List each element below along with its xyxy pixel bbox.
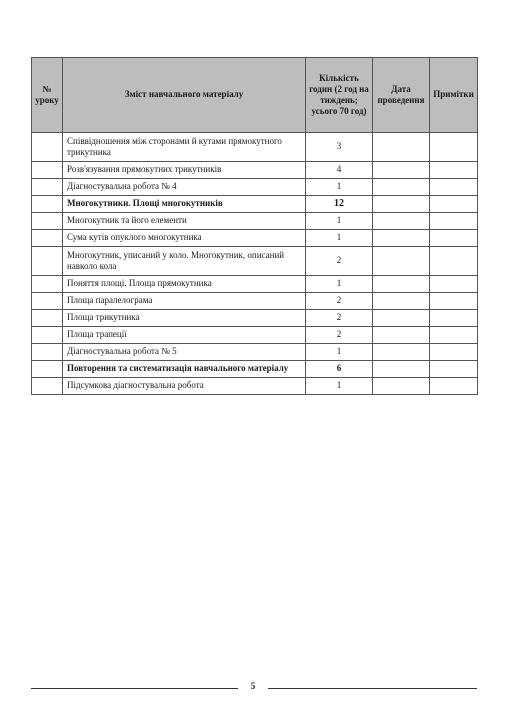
lesson-number-cell (32, 247, 63, 276)
lesson-number-cell (32, 213, 63, 230)
notes-cell (430, 247, 478, 276)
topic-cell: Поняття площі. Площа прямокутника (63, 276, 306, 293)
lesson-number-cell (32, 162, 63, 179)
table-row (32, 247, 478, 276)
lesson-number-cell (32, 327, 63, 344)
table-row-section (32, 196, 478, 213)
header-row (32, 58, 478, 133)
lesson-number-cell (32, 293, 63, 310)
hours-cell: 2 (306, 310, 373, 327)
notes-cell (430, 378, 478, 395)
hours-cell: 4 (306, 162, 373, 179)
header-lesson-number: № уроку (32, 58, 63, 133)
date-cell (373, 378, 430, 395)
table-row (32, 327, 478, 344)
lesson-number-cell (32, 179, 63, 196)
date-cell (373, 293, 430, 310)
hours-cell: 12 (306, 196, 373, 213)
hours-cell: 3 (306, 133, 373, 162)
date-cell (373, 327, 430, 344)
hours-cell: 1 (306, 213, 373, 230)
header-notes: Примітки (430, 58, 478, 133)
date-cell (373, 247, 430, 276)
topic-cell: Площа трапеції (63, 327, 306, 344)
notes-cell (430, 344, 478, 361)
hours-cell: 1 (306, 378, 373, 395)
table-row (32, 230, 478, 247)
table-row (32, 344, 478, 361)
lesson-number-cell (32, 230, 63, 247)
notes-cell (430, 327, 478, 344)
section-title-cell: Многокутники. Площі многокутників (63, 196, 306, 213)
table-row (32, 276, 478, 293)
notes-cell (430, 293, 478, 310)
table-row (32, 213, 478, 230)
date-cell (373, 179, 430, 196)
page-number: 5 (250, 681, 256, 691)
table-row (32, 133, 478, 162)
footer-divider-right (268, 688, 477, 689)
table-body (32, 133, 478, 395)
table-row (32, 310, 478, 327)
topic-cell: Площа паралелограма (63, 293, 306, 310)
table-row (32, 378, 478, 395)
table-row (32, 162, 478, 179)
date-cell (373, 361, 430, 378)
date-cell (373, 276, 430, 293)
hours-cell: 1 (306, 276, 373, 293)
lesson-number-cell (32, 276, 63, 293)
notes-cell (430, 133, 478, 162)
topic-cell: Площа трикутника (63, 310, 306, 327)
notes-cell (430, 361, 478, 378)
hours-cell: 1 (306, 230, 373, 247)
notes-cell (430, 310, 478, 327)
table-header (32, 58, 478, 133)
topic-cell: Підсумкова діагностувальна робота (63, 378, 306, 395)
topic-cell: Сума кутів опуклого многокутника (63, 230, 306, 247)
hours-cell: 1 (306, 179, 373, 196)
hours-cell: 1 (306, 344, 373, 361)
section-title-cell: Повторення та систематизація навчального матеріалу (63, 361, 306, 378)
date-cell (373, 196, 430, 213)
notes-cell (430, 276, 478, 293)
date-cell (373, 310, 430, 327)
lesson-number-cell (32, 378, 63, 395)
lesson-plan-table (31, 57, 478, 395)
lesson-number-cell (32, 310, 63, 327)
topic-cell: Многокутник та його елементи (63, 213, 306, 230)
table-row (32, 293, 478, 310)
notes-cell (430, 230, 478, 247)
hours-cell: 2 (306, 293, 373, 310)
table-row-section (32, 361, 478, 378)
notes-cell (430, 213, 478, 230)
topic-cell: Многокутник, уписаний у коло. Многокутник, описаний навколо кола (63, 247, 306, 276)
notes-cell (430, 196, 478, 213)
notes-cell (430, 179, 478, 196)
topic-cell: Розв'язування прямокутних трикутників (63, 162, 306, 179)
date-cell (373, 133, 430, 162)
lesson-number-cell (32, 133, 63, 162)
table-row (32, 179, 478, 196)
lesson-number-cell (32, 344, 63, 361)
topic-cell: Діагностувальна робота № 5 (63, 344, 306, 361)
hours-cell: 2 (306, 247, 373, 276)
hours-cell: 6 (306, 361, 373, 378)
date-cell (373, 344, 430, 361)
hours-cell: 2 (306, 327, 373, 344)
header-date: Дата проведення (373, 58, 430, 133)
topic-cell: Діагностувальна робота № 4 (63, 179, 306, 196)
lesson-number-cell (32, 361, 63, 378)
header-hours: Кількість годин (2 год на тиждень; усього 70 год) (306, 58, 373, 133)
date-cell (373, 230, 430, 247)
topic-cell: Співвідношення між сторонами й кутами прямокутного трикутника (63, 133, 306, 162)
notes-cell (430, 162, 478, 179)
footer-divider-left (31, 688, 238, 689)
date-cell (373, 162, 430, 179)
header-content: Зміст навчального матеріалу (63, 58, 306, 133)
date-cell (373, 213, 430, 230)
lesson-number-cell (32, 196, 63, 213)
